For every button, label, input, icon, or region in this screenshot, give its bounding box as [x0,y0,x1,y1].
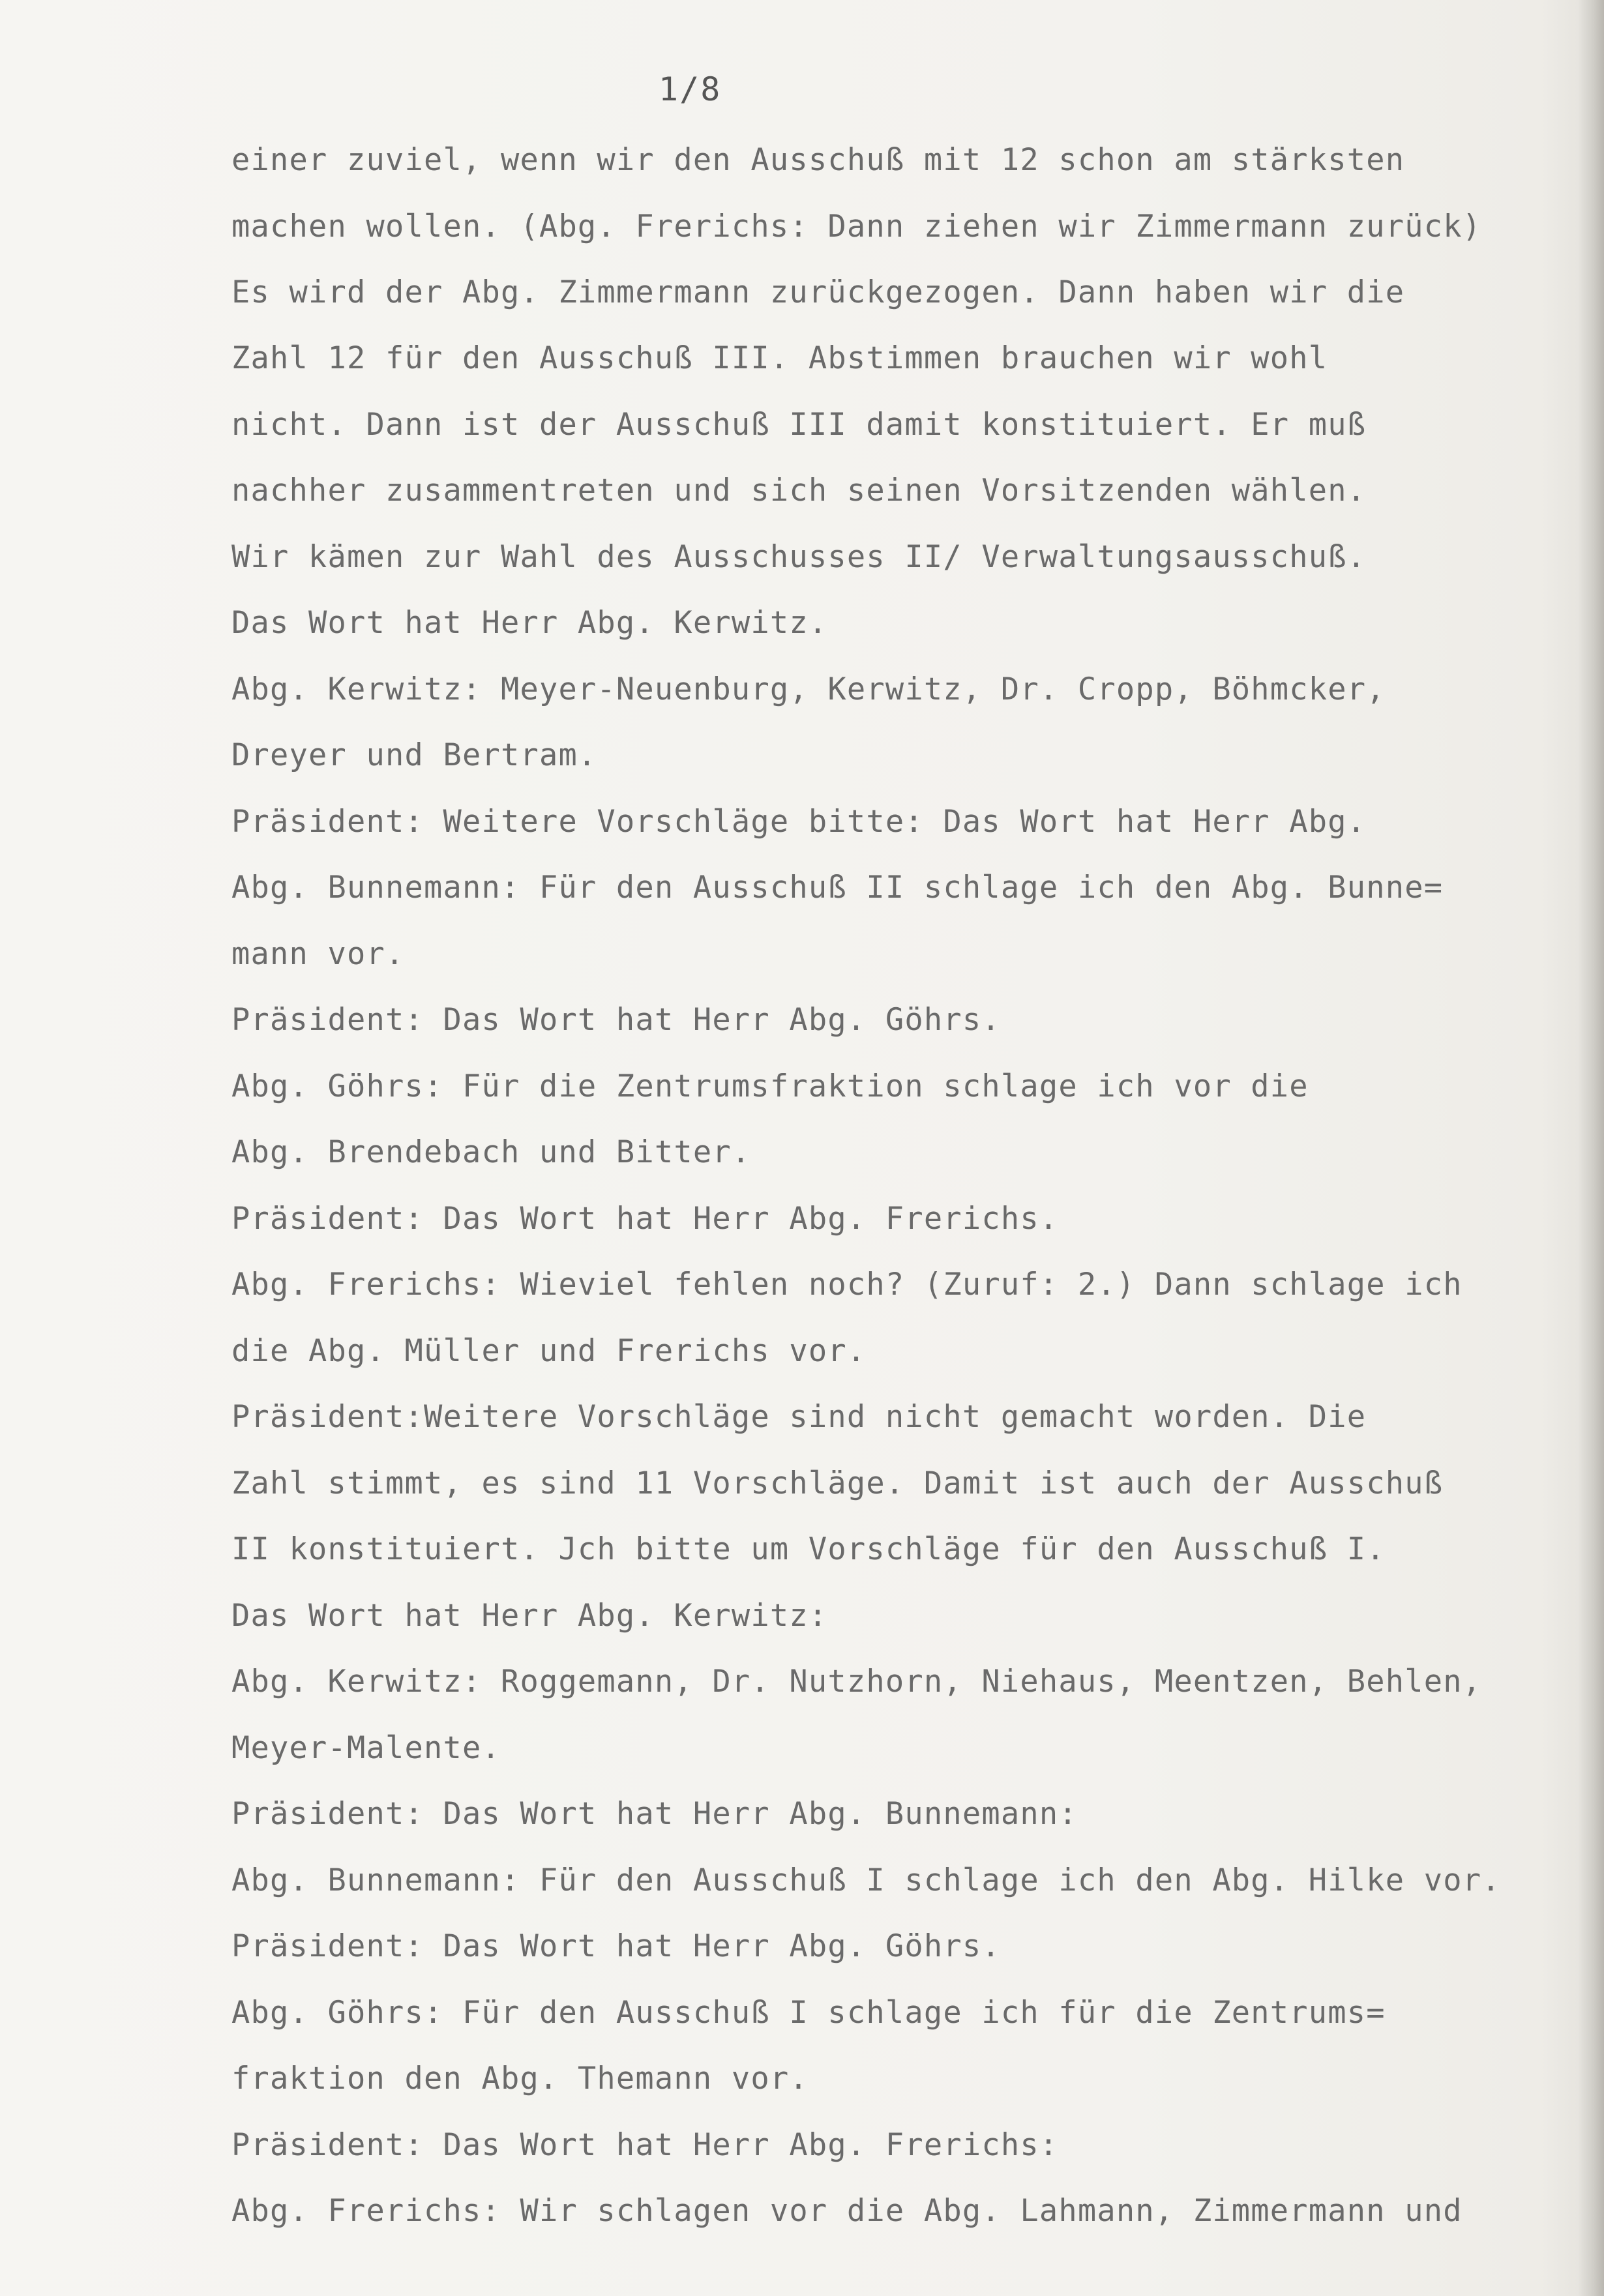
text-line: Das Wort hat Herr Abg. Kerwitz: [231,1598,828,1634]
text-line: Es wird der Abg. Zimmermann zurückgezogen. Dann haben wir die [231,274,1405,310]
text-line: nachher zusammentreten und sich seinen Vorsitzenden wählen. [231,473,1367,508]
text-line: Präsident: Das Wort hat Herr Abg. Göhrs. [231,1928,1001,1964]
text-line: Abg. Kerwitz: Meyer-Neuenburg, Kerwitz, Dr. Cropp, Böhmcker, [231,671,1386,707]
text-line: Präsident: Weitere Vorschläge bitte: Das Wort hat Herr Abg. [231,804,1367,840]
text-line: Präsident:Weitere Vorschläge sind nicht gemacht worden. Die [231,1399,1367,1435]
text-line: machen wollen. (Abg. Frerichs: Dann ziehen wir Zimmermann zurück) [231,209,1482,244]
text-line: Abg. Bunnemann: Für den Ausschuß II schlage ich den Abg. Bunne= [231,870,1444,905]
text-line: Zahl stimmt, es sind 11 Vorschläge. Damit ist auch der Ausschuß [231,1465,1444,1501]
text-line: Abg. Göhrs: Für die Zentrumsfraktion schlage ich vor die [231,1068,1309,1104]
text-line: Abg. Bunnemann: Für den Ausschuß I schlage ich den Abg. Hilke vor. [231,1862,1501,1898]
text-line: Wir kämen zur Wahl des Ausschusses II/ Verwaltungsausschuß. [231,539,1367,575]
text-line: Abg. Frerichs: Wir schlagen vor die Abg. Lahmann, Zimmermann und [231,2193,1463,2229]
text-line: die Abg. Müller und Frerichs vor. [231,1333,867,1369]
text-line: Abg. Frerichs: Wieviel fehlen noch? (Zuruf: 2.) Dann schlage ich [231,1267,1463,1303]
text-line: Zahl 12 für den Ausschuß III. Abstimmen brauchen wir wohl [231,340,1328,376]
text-line: Meyer-Malente. [231,1730,501,1766]
text-line: II konstituiert. Jch bitte um Vorschläge für den Ausschuß I. [231,1531,1386,1567]
text-line: Präsident: Das Wort hat Herr Abg. Göhrs. [231,1002,1001,1038]
text-line: Abg. Kerwitz: Roggemann, Dr. Nutzhorn, Niehaus, Meentzen, Behlen, [231,1664,1482,1700]
text-line: Abg. Brendebach und Bitter. [231,1134,751,1170]
text-line: Präsident: Das Wort hat Herr Abg. Frerichs: [231,2127,1059,2163]
text-line: einer zuviel, wenn wir den Ausschuß mit 12 schon am stärksten [231,142,1405,178]
text-line: fraktion den Abg. Themann vor. [231,2061,809,2097]
text-line: Präsident: Das Wort hat Herr Abg. Frerichs. [231,1201,1059,1237]
page-number: 1/8 [659,70,722,108]
text-line: Abg. Göhrs: Für den Ausschuß I schlage ich für die Zentrums= [231,1995,1386,2031]
text-line: nicht. Dann ist der Ausschuß III damit konstituiert. Er muß [231,407,1367,443]
page-edge-shadow [1578,0,1604,2296]
text-line: mann vor. [231,936,405,972]
text-line: Präsident: Das Wort hat Herr Abg. Bunnemann: [231,1796,1078,1832]
text-line: Dreyer und Bertram. [231,737,597,773]
text-line: Das Wort hat Herr Abg. Kerwitz. [231,605,828,641]
